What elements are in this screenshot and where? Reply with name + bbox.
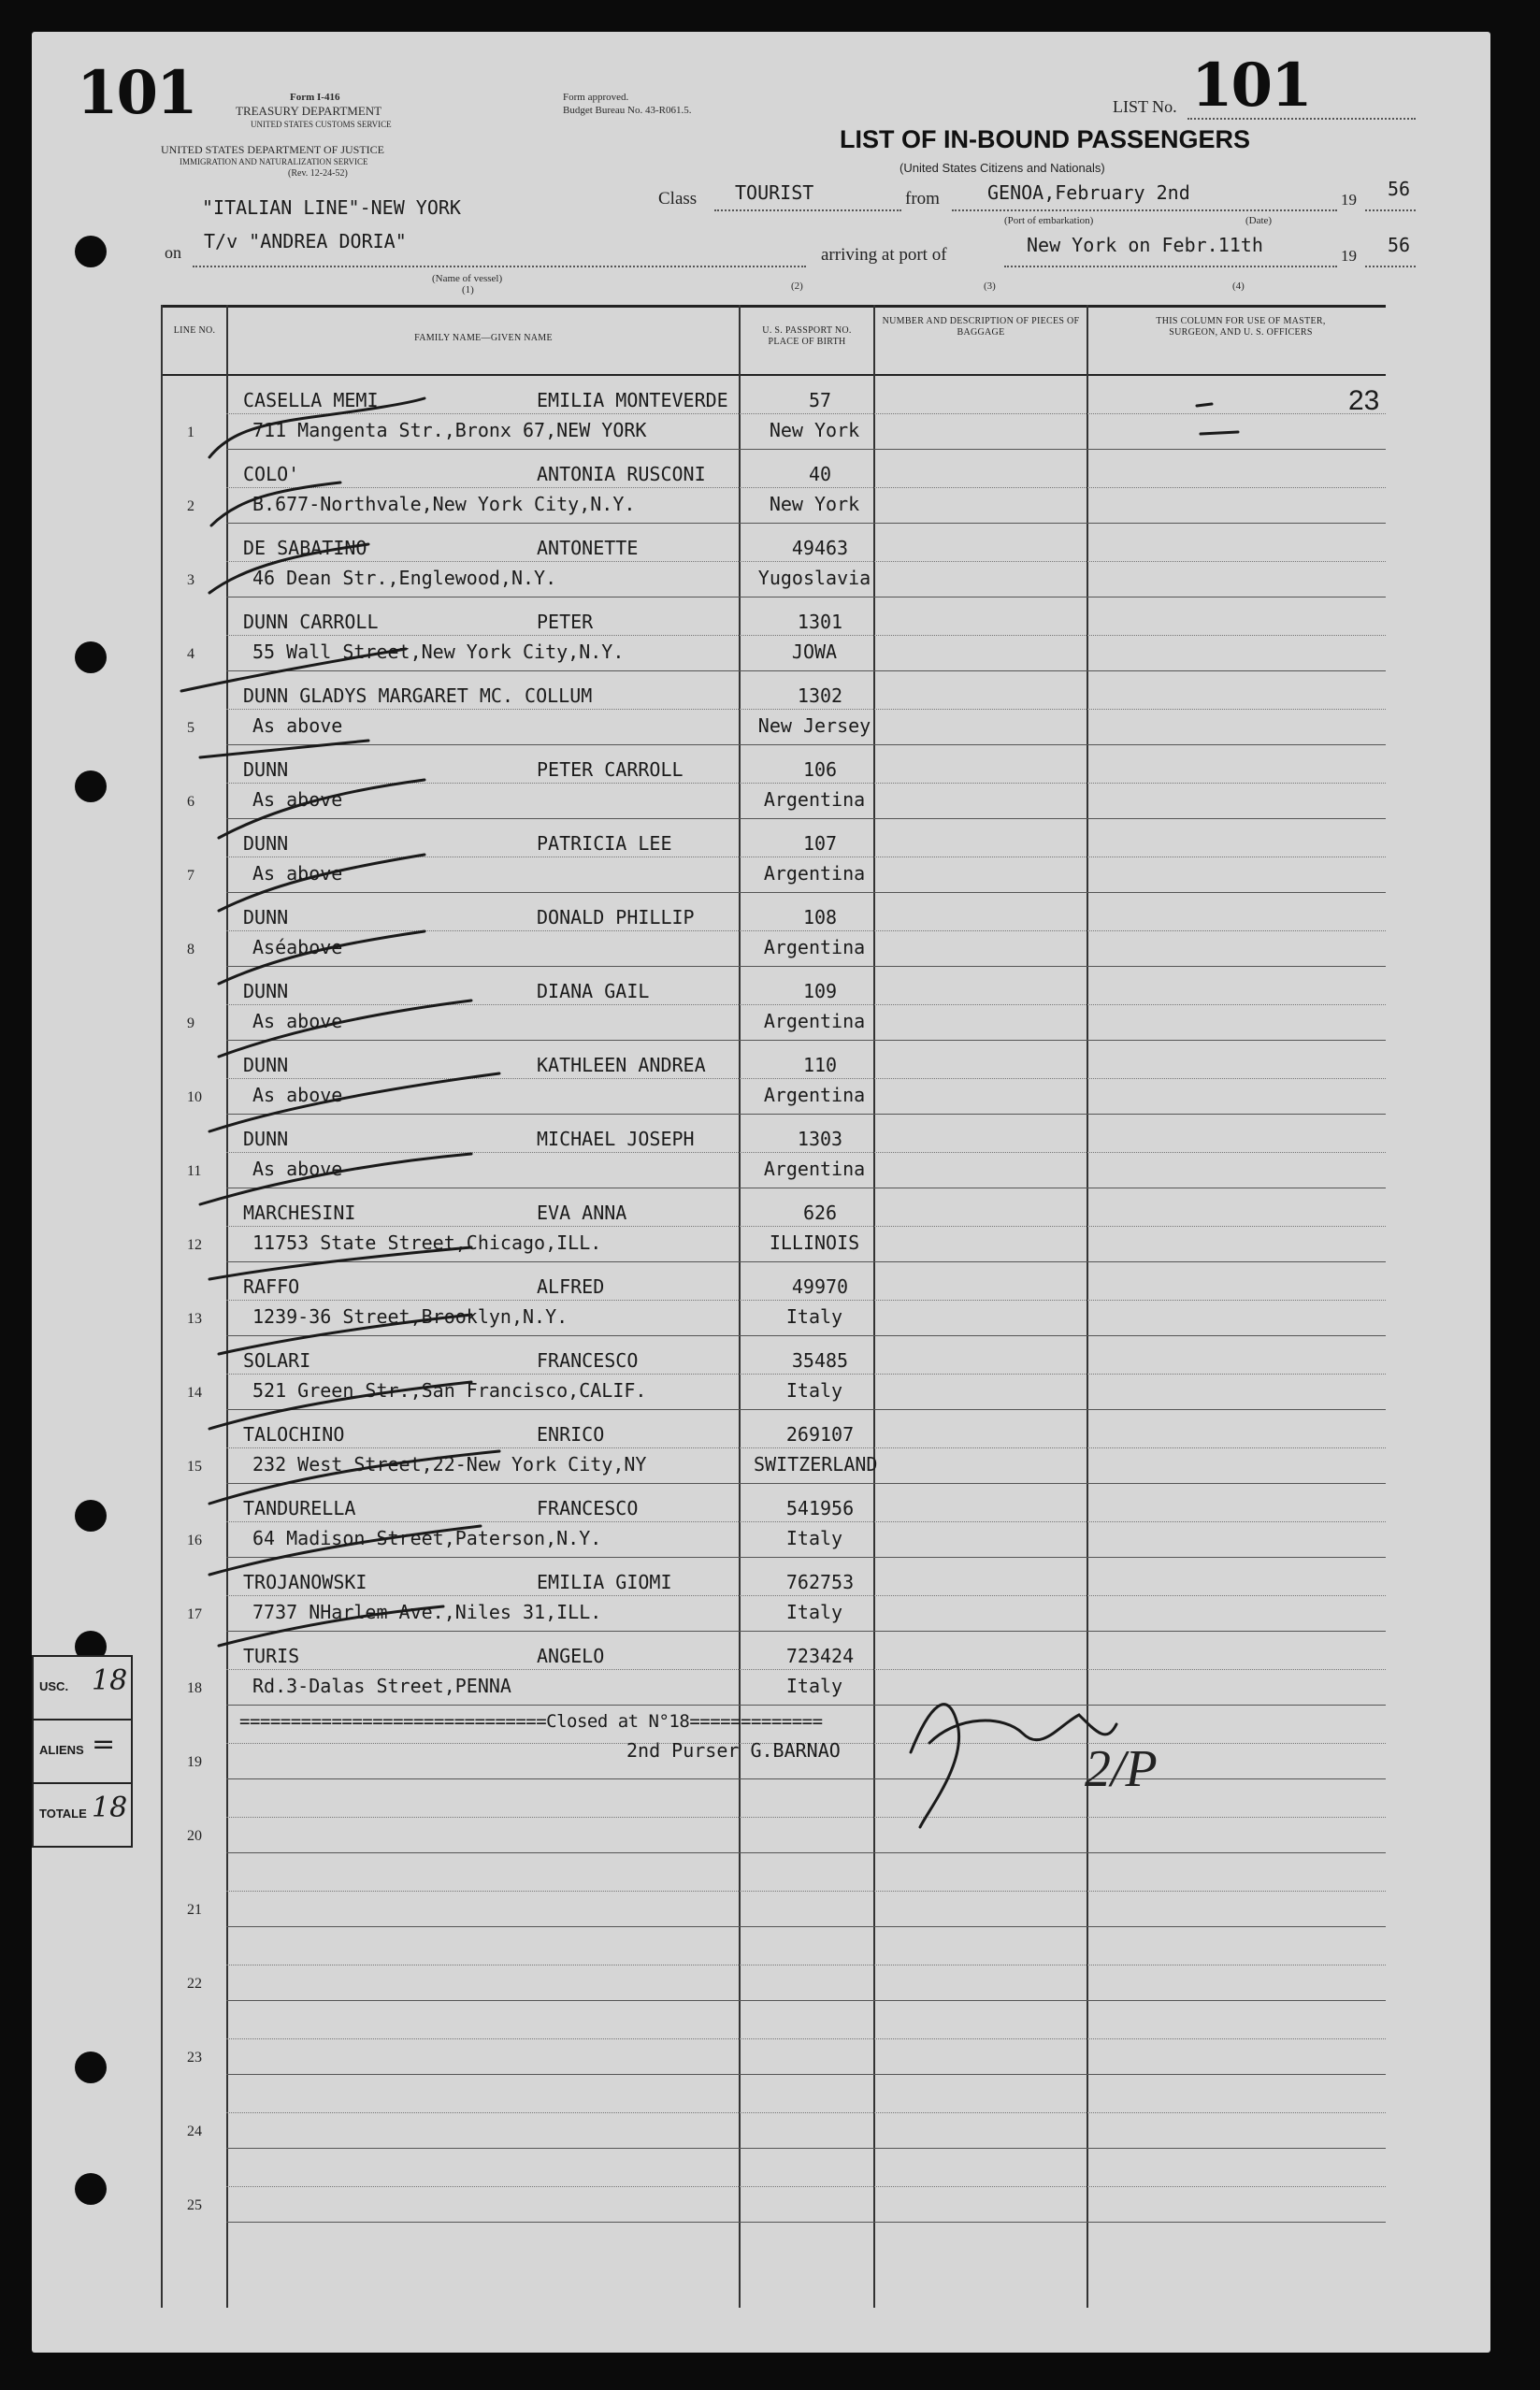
place-of-birth: New Jersey [757, 714, 871, 737]
place-of-birth: Italy [785, 1527, 843, 1549]
family-name: DUNN [243, 758, 289, 781]
tally-usc-row [34, 1657, 131, 1721]
family-name: DUNN [243, 832, 289, 855]
family-name: TANDURELLA [243, 1497, 356, 1519]
budget-bureau: Budget Bureau No. 43-R061.5. [563, 105, 692, 116]
punch-hole [75, 236, 107, 267]
row-midline [226, 709, 1386, 710]
manifest-subtitle: (United States Citizens and Nationals) [900, 161, 1105, 175]
list-number-right: 101 [1191, 50, 1311, 121]
given-name: ANGELO [537, 1645, 605, 1667]
passport-number: 541956 [785, 1497, 855, 1519]
row-midline [226, 2186, 1386, 2187]
table-row [161, 524, 1386, 598]
address: Rd.3-Dalas Street,PENNA [252, 1675, 511, 1697]
line-number: 2 [187, 498, 194, 514]
line-number: 17 [187, 1606, 202, 1622]
passport-number: 1302 [797, 684, 843, 707]
line-number: 12 [187, 1237, 202, 1253]
passport-number: 40 [808, 463, 832, 485]
agency-line-4: IMMIGRATION AND NATURALIZATION SERVICE [180, 157, 368, 166]
passport-number: 35485 [791, 1349, 849, 1372]
class-label: Class [658, 189, 698, 209]
address: B.677-Northvale,New York City,N.Y. [252, 493, 636, 515]
family-name: RAFFO [243, 1275, 300, 1298]
form-approved: Form approved. [563, 92, 629, 103]
manifest-title: LIST OF IN-BOUND PASSENGERS [840, 125, 1251, 153]
family-name: DUNN [243, 980, 289, 1002]
given-name: EMILIA GIOMI [537, 1571, 672, 1593]
address: 11753 State Street,Chicago,ILL. [252, 1231, 602, 1254]
passport-number: 109 [802, 980, 838, 1002]
table-row [161, 967, 1386, 1041]
row-midline [226, 1595, 1386, 1596]
list-number-left: 101 [77, 58, 196, 128]
address: 521 Green Str.,San Francisco,CALIF. [252, 1379, 647, 1402]
given-name: ANTONETTE [537, 537, 639, 559]
tally-aliens-row [34, 1721, 131, 1784]
address: 55 Wall Street,New York City,N.Y. [252, 641, 625, 663]
place-of-birth: Yugoslavia [757, 567, 871, 589]
address: 64 Madison Street,Paterson,N.Y. [252, 1527, 602, 1549]
table-row [161, 598, 1386, 671]
tally-box [32, 1655, 133, 1848]
line-number: 4 [187, 646, 194, 662]
address: 232 West Street,22-New York City,NY [252, 1453, 647, 1476]
address: Aséabove [252, 936, 343, 958]
place-of-birth: Argentina [763, 1158, 866, 1180]
row-midline [226, 930, 1386, 931]
table-row [161, 1558, 1386, 1632]
family-name: COLO' [243, 463, 300, 485]
closed-at-line: ==============================Closed at N°18============= [239, 1711, 823, 1732]
line-number: 3 [187, 572, 194, 588]
line-number: 14 [187, 1385, 202, 1401]
line-number: 11 [187, 1163, 202, 1179]
row-midline [226, 1374, 1386, 1375]
year-value-2: 56 [1388, 234, 1411, 256]
table-row [161, 1779, 1386, 1853]
row-midline [226, 1817, 1386, 1818]
table-top-rule [161, 305, 1386, 308]
line-number: 21 [187, 1902, 202, 1918]
line-number: 20 [187, 1828, 202, 1844]
agency-line-1: TREASURY DEPARTMENT [236, 104, 382, 118]
family-name: SOLARI [243, 1349, 311, 1372]
row-midline [226, 1300, 1386, 1301]
arriving-label: arriving at port of [821, 245, 947, 265]
given-name: EMILIA MONTEVERDE [537, 389, 728, 411]
place-of-birth: Italy [785, 1379, 843, 1402]
caption-num-4: (4) [1232, 281, 1245, 292]
purser-signature-line: 2nd Purser G.BARNAO [626, 1739, 841, 1762]
on-label: on [165, 243, 181, 262]
line-number: 16 [187, 1533, 202, 1548]
address: As above [252, 1084, 343, 1106]
table-row [161, 2075, 1386, 2149]
table-row [161, 671, 1386, 745]
given-name: FRANCESCO [537, 1497, 639, 1519]
year-prefix-1: 19 [1341, 191, 1357, 209]
family-name: DUNN [243, 1054, 289, 1076]
passport-number: 762753 [785, 1571, 855, 1593]
table-row [161, 745, 1386, 819]
line-number: 8 [187, 942, 194, 957]
row-midline [226, 2112, 1386, 2113]
vessel-name: T/v "ANDREA DORIA" [204, 230, 407, 252]
table-row [161, 893, 1386, 967]
punch-hole [75, 2173, 107, 2205]
line-number: 15 [187, 1459, 202, 1475]
place-of-birth: New York [769, 493, 860, 515]
line-number: 23 [187, 2050, 202, 2066]
family-name: DUNN GLADYS MARGARET MC. COLLUM [243, 684, 593, 707]
line-number: 7 [187, 868, 194, 884]
col-header-name: FAMILY NAME—GIVEN NAME [414, 333, 553, 343]
form-label: Form I-416 [290, 92, 340, 103]
table-row [161, 2001, 1386, 2075]
given-name: KATHLEEN ANDREA [537, 1054, 706, 1076]
line-number: 5 [187, 720, 194, 736]
address: 711 Mangenta Str.,Bronx 67,NEW YORK [252, 419, 647, 441]
line-number: 24 [187, 2124, 202, 2139]
passport-number: 1303 [797, 1128, 843, 1150]
place-of-birth: Italy [785, 1601, 843, 1623]
table-row [161, 1115, 1386, 1188]
table-row [161, 1853, 1386, 1927]
row-midline [226, 2038, 1386, 2039]
family-name: TURIS [243, 1645, 300, 1667]
arriving-value: New York on Febr.11th [1027, 234, 1263, 256]
passport-number: 723424 [785, 1645, 855, 1667]
given-name: FRANCESCO [537, 1349, 639, 1372]
tally-totale-value: 18 [92, 1792, 128, 1824]
given-name: ENRICO [537, 1423, 605, 1446]
tally-totale-row [34, 1784, 131, 1848]
row-midline [226, 1078, 1386, 1079]
caption-num-2: (2) [791, 281, 803, 292]
passport-number: 107 [802, 832, 838, 855]
year2-dotline [1365, 266, 1416, 267]
line-company: "ITALIAN LINE"-NEW YORK [202, 196, 461, 219]
row-midline [226, 413, 1386, 414]
col-header-baggage: NUMBER AND DESCRIPTION OF PIECES OF BAGGAGE [882, 316, 1080, 338]
family-name: TROJANOWSKI [243, 1571, 367, 1593]
punch-hole [75, 2052, 107, 2083]
row-midline [226, 635, 1386, 636]
line-number: 9 [187, 1015, 194, 1031]
address: 1239-36 Street,Brooklyn,N.Y. [252, 1305, 569, 1328]
from-value: GENOA,February 2nd [987, 181, 1190, 204]
table-row [161, 376, 1386, 450]
list-no-dotline [1187, 118, 1416, 120]
table-row [161, 1188, 1386, 1262]
tally-totale-label: TOTALE [39, 1807, 87, 1821]
row-midline [226, 1521, 1386, 1522]
passport-number: 108 [802, 906, 838, 929]
date-caption: (Date) [1245, 215, 1273, 226]
passenger-manifest-page [32, 32, 1490, 2353]
year-value-1: 56 [1388, 178, 1411, 200]
tally-usc-value: 18 [92, 1664, 128, 1697]
row-midline [226, 487, 1386, 488]
family-name: TALOCHINO [243, 1423, 345, 1446]
family-name: MARCHESINI [243, 1202, 356, 1224]
year-prefix-2: 19 [1341, 247, 1357, 265]
passport-number: 626 [802, 1202, 838, 1224]
place-of-birth: Argentina [763, 862, 866, 885]
punch-hole [75, 1500, 107, 1532]
table-row [161, 1336, 1386, 1410]
class-dotline [714, 209, 901, 211]
table-row [161, 450, 1386, 524]
line-number: 13 [187, 1311, 202, 1327]
row-midline [226, 1447, 1386, 1448]
list-no-label: LIST No. [1113, 97, 1177, 116]
given-name: ALFRED [537, 1275, 605, 1298]
from-label: from [905, 189, 940, 209]
place-of-birth: JOWA [791, 641, 838, 663]
row-midline [226, 1669, 1386, 1670]
address: 46 Dean Str.,Englewood,N.Y. [252, 567, 557, 589]
table-row [161, 1484, 1386, 1558]
arriving-dotline [1004, 266, 1337, 267]
year1-dotline [1365, 209, 1416, 211]
line-number: 6 [187, 794, 194, 810]
vessel-dotline [193, 266, 806, 267]
family-name: DUNN CARROLL [243, 611, 379, 633]
caption-num-3: (3) [984, 281, 996, 292]
from-dotline [952, 209, 1337, 211]
place-of-birth: ILLINOIS [769, 1231, 860, 1254]
officer-note: 23 [1348, 385, 1380, 416]
family-name: DUNN [243, 906, 289, 929]
place-of-birth: Italy [785, 1305, 843, 1328]
table-row [161, 1262, 1386, 1336]
address: 7737 NHarlem Ave.,Niles 31,ILL. [252, 1601, 602, 1623]
table-row [161, 819, 1386, 893]
port-embark-caption: (Port of embarkation) [1004, 215, 1094, 226]
row-midline [226, 561, 1386, 562]
given-name: EVA ANNA [537, 1202, 627, 1224]
address: As above [252, 1158, 343, 1180]
place-of-birth: Argentina [763, 788, 866, 811]
given-name: DIANA GAIL [537, 980, 650, 1002]
place-of-birth: Italy [785, 1675, 843, 1697]
table-row [161, 2149, 1386, 2223]
vessel-caption: (Name of vessel) [432, 273, 503, 284]
given-name: PATRICIA LEE [537, 832, 672, 855]
row-midline [226, 1152, 1386, 1153]
place-of-birth: New York [769, 419, 860, 441]
agency-line-5: (Rev. 12-24-52) [288, 168, 348, 179]
family-name: DE SABATINO [243, 537, 367, 559]
address: As above [252, 788, 343, 811]
line-number: 1 [187, 425, 194, 440]
caption-num-1: (1) [462, 284, 474, 295]
col-header-line-no: LINE NO. [173, 325, 216, 336]
col-header-passport: U. S. PASSPORT NO. PLACE OF BIRTH [762, 325, 852, 347]
col-header-officers: THIS COLUMN FOR USE OF MASTER, SURGEON, AND U. S. OFFICERS [1156, 316, 1326, 338]
passport-number: 110 [802, 1054, 838, 1076]
given-name: ANTONIA RUSCONI [537, 463, 706, 485]
line-number: 22 [187, 1976, 202, 1992]
row-rule [226, 2222, 1386, 2223]
passport-number: 106 [802, 758, 838, 781]
handwritten-note: 2/P [1085, 1740, 1158, 1798]
table-row [161, 1410, 1386, 1484]
family-name: CASELLA MEMI [243, 389, 379, 411]
tally-usc-label: USC. [39, 1679, 69, 1693]
given-name: DONALD PHILLIP [537, 906, 695, 929]
punch-hole [75, 641, 107, 673]
line-number: 18 [187, 1680, 202, 1696]
punch-hole [75, 770, 107, 802]
tally-aliens-value: = [92, 1728, 116, 1761]
place-of-birth: Argentina [763, 1084, 866, 1106]
address: As above [252, 1010, 343, 1032]
class-value: TOURIST [735, 181, 814, 204]
table-row [161, 1632, 1386, 1706]
passport-number: 49970 [791, 1275, 849, 1298]
address: As above [252, 714, 343, 737]
agency-line-3: UNITED STATES DEPARTMENT OF JUSTICE [161, 143, 385, 156]
row-midline [226, 1226, 1386, 1227]
agency-line-2: UNITED STATES CUSTOMS SERVICE [251, 120, 392, 129]
tally-aliens-label: ALIENS [39, 1743, 84, 1757]
place-of-birth: SWITZERLAND [754, 1453, 878, 1476]
passport-number: 269107 [785, 1423, 855, 1446]
given-name: MICHAEL JOSEPH [537, 1128, 695, 1150]
passport-number: 49463 [791, 537, 849, 559]
place-of-birth: Argentina [763, 936, 866, 958]
table-row [161, 1927, 1386, 2001]
line-number: 19 [187, 1754, 202, 1770]
passport-number: 57 [808, 389, 832, 411]
row-midline [226, 1004, 1386, 1005]
given-name: PETER [537, 611, 594, 633]
line-number: 25 [187, 2197, 202, 2213]
row-midline [226, 1891, 1386, 1892]
line-number: 10 [187, 1089, 202, 1105]
row-midline [226, 783, 1386, 784]
address: As above [252, 862, 343, 885]
given-name: PETER CARROLL [537, 758, 684, 781]
passport-number: 1301 [797, 611, 843, 633]
place-of-birth: Argentina [763, 1010, 866, 1032]
passenger-table [161, 305, 1386, 2308]
table-row [161, 1041, 1386, 1115]
family-name: DUNN [243, 1128, 289, 1150]
